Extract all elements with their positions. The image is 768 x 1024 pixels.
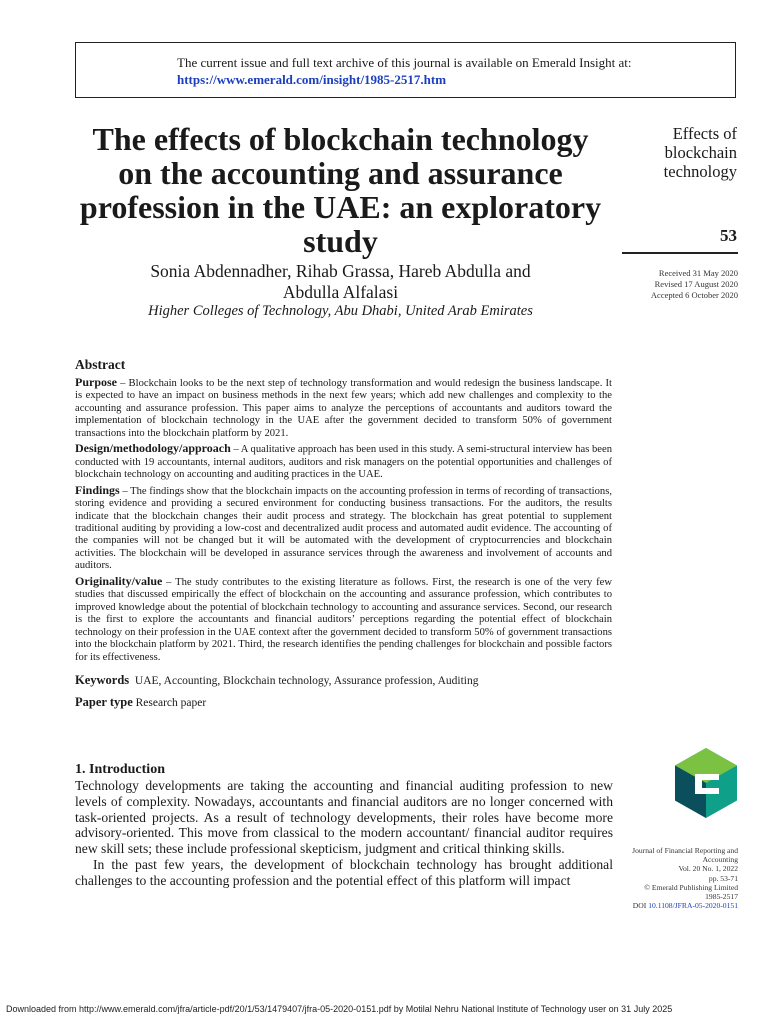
crossmark-logo-graphic bbox=[675, 748, 737, 818]
running-head-line-3: technology bbox=[663, 162, 737, 181]
abstract-purpose bbox=[75, 376, 612, 440]
running-head bbox=[630, 124, 737, 181]
doi-link[interactable]: 10.1108/JFRA-05-2020-0151 bbox=[648, 901, 738, 911]
sidebar-divider bbox=[622, 252, 738, 254]
running-head-line-1: Effects of bbox=[672, 124, 737, 143]
journal-name: Journal of Financial Reporting and Accounting bbox=[632, 846, 738, 865]
abstract-section bbox=[75, 357, 612, 710]
paper-type-label: Paper type bbox=[75, 694, 133, 709]
doi-line bbox=[612, 901, 738, 910]
publisher: © Emerald Publishing Limited bbox=[644, 882, 738, 892]
keywords-text: UAE, Accounting, Blockchain technology, Assurance profession, Auditing bbox=[134, 674, 479, 687]
abstract-heading: Abstract bbox=[75, 357, 126, 372]
abstract-findings bbox=[75, 484, 612, 573]
journal-volume: Vol. 20 No. 1, 2022 bbox=[678, 864, 738, 874]
findings-label: Findings bbox=[75, 482, 120, 497]
received-date: Received 31 May 2020 bbox=[658, 268, 738, 278]
running-head-line-2: blockchain bbox=[664, 143, 737, 162]
journal-notice-box bbox=[75, 42, 736, 98]
issn: 1985-2517 bbox=[705, 892, 738, 902]
authors-line-2: Abdulla Alfalasi bbox=[282, 282, 399, 302]
notice-text: The current issue and full text archive of this journal is available on Emerald Insight at: bbox=[177, 55, 632, 70]
abstract-design bbox=[75, 442, 612, 481]
affiliation: Higher Colleges of Technology, Abu Dhabi, United Arab Emirates bbox=[148, 303, 533, 319]
purpose-text: – Blockchain looks to be the next step of technology transformation and would redesign the business landscape. It is expected to have an impact on business methods in the next few years; which add new challenges and complexity to the accounting and assurance profession. This paper aims to analyze the perceptions of accountants and auditors toward the implementation of blockchain technology in the UAE after the government decided to transform 50% of government transactions into the blockchain platform by 2021. bbox=[75, 378, 612, 439]
journal-pages: pp. 53-71 bbox=[708, 873, 738, 883]
purpose-label: Purpose bbox=[75, 375, 117, 389]
crossmark-icon[interactable] bbox=[675, 748, 737, 818]
introduction-paragraph-2: In the past few years, the development of blockchain technology has brought additional challenges to the accounting profession and the potential effect of this platform will impact bbox=[75, 856, 613, 888]
authors-line-1: Sonia Abdennadher, Rihab Grassa, Hareb Abdulla and bbox=[150, 261, 531, 281]
abstract-originality bbox=[75, 575, 612, 664]
introduction-paragraph-1: Technology developments are taking the accounting and financial auditing profession to new levels of complexity. Nowadays, accountants and financial auditors are no longer concerned with task-oriented projects. As a result of technology developments, their roles have become more advisory-oriented. This move from classical to the modern accountant/ financial auditor requires new skill sets; these include professional skepticism, judgment and critical thinking skills. bbox=[75, 778, 613, 857]
citation-block bbox=[612, 846, 738, 910]
doi-label: DOI bbox=[632, 901, 647, 911]
download-footer: Downloaded from http://www.emerald.com/jfra/article-pdf/20/1/53/1479407/jfra-05-2020-0151.pdf by Motilal Nehru National Institute of Technology user on 31 July 2025 bbox=[6, 1004, 673, 1014]
originality-label: Originality/value bbox=[75, 573, 163, 588]
paper-type-line bbox=[75, 695, 612, 710]
design-label: Design/methodology/approach bbox=[75, 441, 231, 456]
revised-date: Revised 17 August 2020 bbox=[654, 279, 738, 289]
article-history bbox=[610, 268, 738, 301]
accepted-date: Accepted 6 October 2020 bbox=[650, 290, 738, 300]
journal-url-link[interactable]: https://www.emerald.com/insight/1985-2517.htm bbox=[177, 72, 447, 87]
originality-text: – The study contributes to the existing literature as follows. First, the research is one of the very few studies that discussed empirically the effect of blockchain on the accounting and assurance profession, which contributes to improved knowledge about the potential of blockchain technology to accounting and assurance services. Second, our research is the first to explore the accountants and financial auditors’ perceptions regarding the potential effect of blockchain technology on their profession in the UAE context after the government decided to transform 50% of government transactions into the blockchain platform by 2021. Third, the research identifies the pending challenges for blockchain and possible factors for its effectiveness. bbox=[75, 576, 612, 663]
keywords-line bbox=[75, 673, 612, 688]
introduction-heading: 1. Introduction bbox=[75, 762, 165, 777]
page-number: 53 bbox=[720, 226, 737, 245]
keywords-label: Keywords bbox=[75, 672, 130, 687]
article-title: The effects of blockchain technology on the accounting and assurance profession in the UAE: an exploratory study bbox=[79, 121, 602, 259]
introduction-section bbox=[75, 762, 613, 889]
author-list bbox=[75, 261, 606, 303]
findings-text: – The findings show that the blockchain impacts on the accounting profession in terms of recording of transactions, storing evidence and providing a secured environment for conducting business transactions. For the auditors, the results indicate that the blockchain changes their audit process and strategy. The blockchain has great potential to supplement traditional auditing by providing a low-cost and decentralized audit process and automated audit evidence. The accounting of the companies will not be changed but it will be automated with the development of cryptocurrencies and blockchain activities. The blockchain will be developed in assurance services through the awareness and involvement of accounts and auditors. bbox=[75, 485, 612, 572]
paper-type-text: Research paper bbox=[135, 696, 207, 709]
design-text: – A qualitative approach has been used in this study. A semi-structural interview has been conducted with 19 accountants, internal auditors, auditors and risk managers on the potential opportunities and challenges of blockchain technology on accounting and auditing practices in the UAE. bbox=[75, 444, 612, 481]
